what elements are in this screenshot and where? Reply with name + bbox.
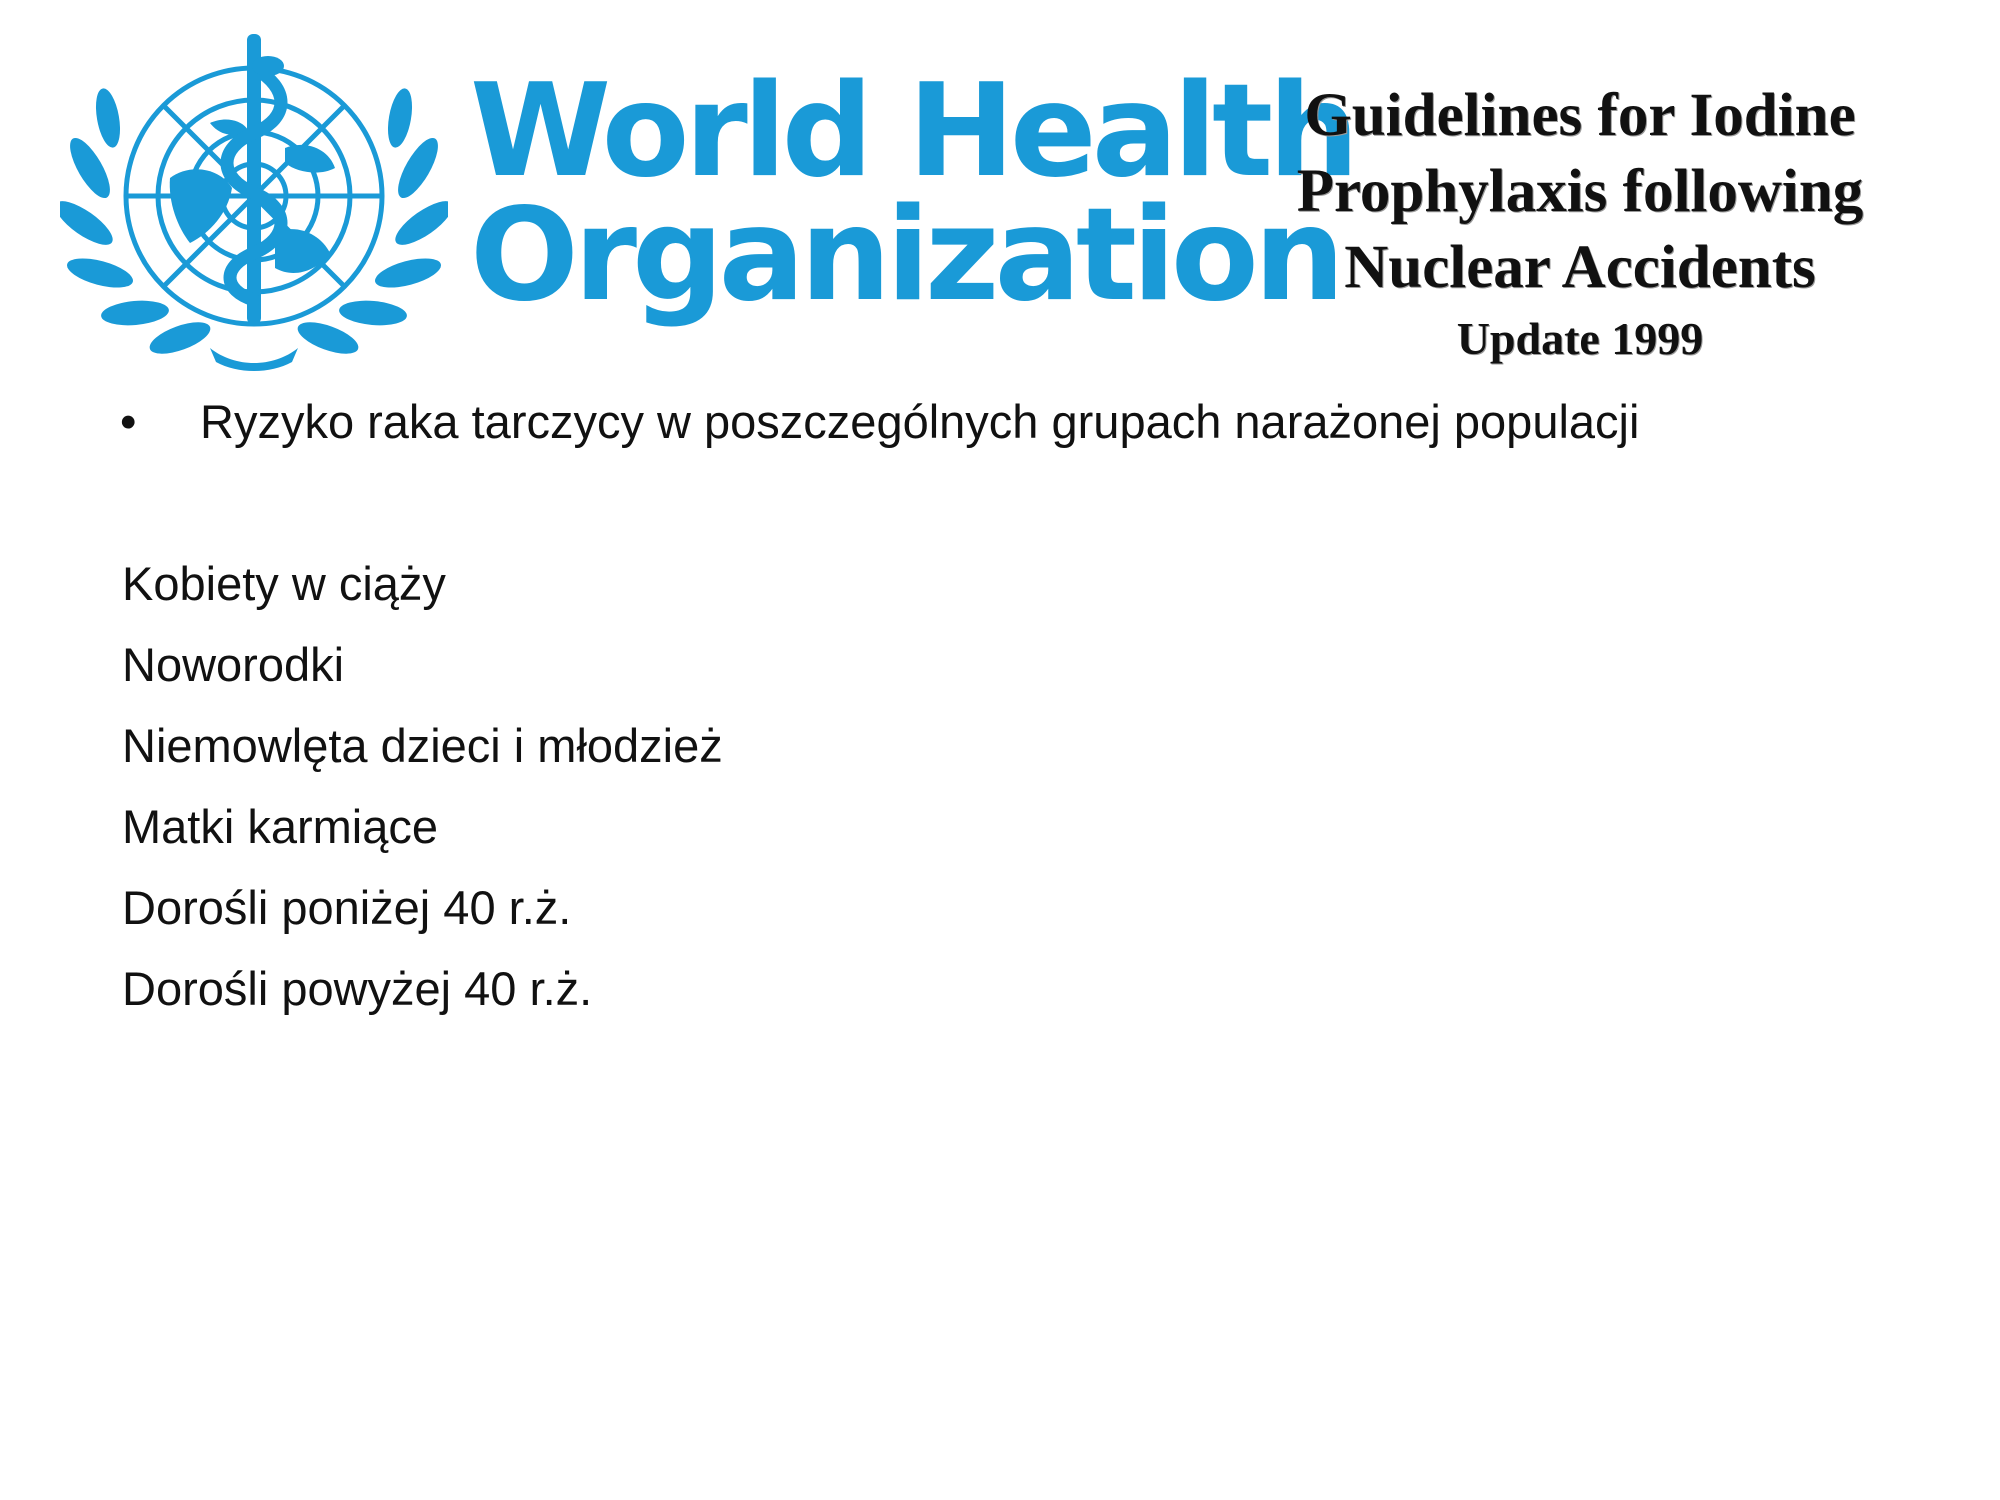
document-title-line4: Update 1999	[1456, 313, 1704, 364]
list-item: Matki karmiące	[122, 800, 439, 853]
population-group-list	[122, 552, 723, 1038]
bullet-text: Ryzyko raka tarczycy w poszczególnych grupach narażonej populacji	[200, 395, 1640, 448]
list-item: Niemowlęta dzieci i młodzież	[122, 719, 723, 772]
list-item: Dorośli poniżej 40 r.ż.	[122, 881, 572, 934]
who-wordmark	[470, 57, 1355, 330]
who-wordmark-line1: World Health	[470, 57, 1355, 206]
who-wordmark-line2: Organization	[470, 181, 1340, 330]
document-title-line1: Guidelines for Iodine	[1304, 82, 1856, 149]
document-title-line2: Prophylaxis following	[1296, 158, 1864, 225]
document-title	[1240, 78, 1920, 372]
who-emblem-icon	[60, 28, 448, 376]
list-item: Noworodki	[122, 638, 345, 691]
list-item: Kobiety w ciąży	[122, 557, 446, 610]
document-title-line3: Nuclear Accidents	[1344, 234, 1816, 301]
bullet-point	[120, 392, 1639, 452]
bullet-icon: •	[120, 395, 137, 448]
list-item: Dorośli powyżej 40 r.ż.	[122, 962, 593, 1015]
